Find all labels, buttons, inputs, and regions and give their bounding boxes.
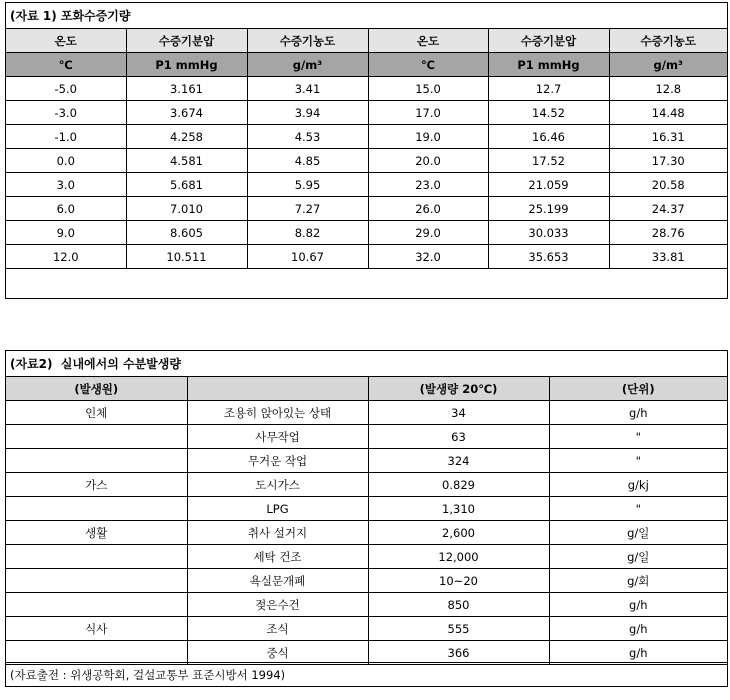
table-cell: 세탁 건조 [187, 545, 368, 569]
table-cell: 젖은수건 [187, 593, 368, 617]
table-cell: 2,600 [368, 521, 549, 545]
table-cell: 생활 [6, 521, 187, 545]
table-cell: 수증기분압 [126, 29, 247, 53]
saturated-vapor-panel [5, 2, 728, 299]
table-cell: 12.7 [488, 77, 609, 101]
table-cell: 20.58 [609, 173, 727, 197]
table-cell: 4.53 [247, 125, 368, 149]
table-cell: 9.0 [6, 221, 126, 245]
table-cell: 5.95 [247, 173, 368, 197]
table-cell: g/kj [549, 473, 727, 497]
table-cell: 수증기농도 [609, 29, 727, 53]
table-cell: 10~20 [368, 569, 549, 593]
table-cell: " [549, 449, 727, 473]
table-cell: (발생량 20℃) [368, 377, 549, 401]
table-cell: 8.82 [247, 221, 368, 245]
table-cell: 26.0 [368, 197, 488, 221]
table-row [6, 173, 727, 197]
table-cell: g/m³ [609, 53, 727, 77]
table-cell: 25.199 [488, 197, 609, 221]
table-row [6, 521, 727, 545]
table-cell: 19.0 [368, 125, 488, 149]
table-cell: 인체 [6, 401, 187, 425]
table-cell: 366 [368, 641, 549, 665]
table-row [6, 545, 727, 569]
table-cell: 3.94 [247, 101, 368, 125]
table-cell: 24.37 [609, 197, 727, 221]
table-cell: 욕실문개폐 [187, 569, 368, 593]
table-row [6, 497, 727, 521]
table-cell: 3.41 [247, 77, 368, 101]
table-cell: P1 mmHg [126, 53, 247, 77]
table-cell: 4.581 [126, 149, 247, 173]
table-cell: 4.258 [126, 125, 247, 149]
table-cell: 3.0 [6, 173, 126, 197]
table-cell: -3.0 [6, 101, 126, 125]
table-cell: -5.0 [6, 77, 126, 101]
table-cell: g/h [549, 617, 727, 641]
table-cell: 10.67 [247, 245, 368, 269]
table-row [6, 77, 727, 101]
table-cell: 7.010 [126, 197, 247, 221]
table-cell: LPG [187, 497, 368, 521]
table-cell: 17.52 [488, 149, 609, 173]
table-cell: 조식 [187, 617, 368, 641]
table-row [6, 449, 727, 473]
table-row [6, 101, 727, 125]
table-cell: 온도 [368, 29, 488, 53]
table-cell: 0.829 [368, 473, 549, 497]
table-cell: 17.30 [609, 149, 727, 173]
table-cell: 도시가스 [187, 473, 368, 497]
table-cell [6, 569, 187, 593]
table-cell: g/h [549, 641, 727, 665]
table-cell: (발생원) [6, 377, 187, 401]
table1-units-row [6, 53, 727, 77]
table-cell: 28.76 [609, 221, 727, 245]
table-cell: P1 mmHg [488, 53, 609, 77]
table-row [6, 473, 727, 497]
table-cell: g/일 [549, 545, 727, 569]
table-cell: g/h [549, 593, 727, 617]
table-row [6, 197, 727, 221]
table-cell: 10.511 [126, 245, 247, 269]
table-cell: 수증기분압 [488, 29, 609, 53]
table-cell: g/h [549, 401, 727, 425]
table-cell: 324 [368, 449, 549, 473]
table-cell [187, 377, 368, 401]
table-cell: 12.8 [609, 77, 727, 101]
moisture-generation-table [6, 377, 727, 665]
table-cell: 조용히 앉아있는 상태 [187, 401, 368, 425]
table-cell: 17.0 [368, 101, 488, 125]
table-row [6, 617, 727, 641]
table-cell: " [549, 497, 727, 521]
table-cell: 온도 [6, 29, 126, 53]
table-cell: -1.0 [6, 125, 126, 149]
table-cell [6, 593, 187, 617]
table-cell: 12.0 [6, 245, 126, 269]
table2-header-row [6, 377, 727, 401]
table-cell: 8.605 [126, 221, 247, 245]
table-cell [6, 497, 187, 521]
table-cell: 34 [368, 401, 549, 425]
table-cell: 중식 [187, 641, 368, 665]
table-cell: 수증기농도 [247, 29, 368, 53]
table-cell: 16.46 [488, 125, 609, 149]
table-cell: 가스 [6, 473, 187, 497]
table-cell [6, 425, 187, 449]
table-cell: 555 [368, 617, 549, 641]
table2-title: (자료2) 실내에서의 수분발생량 [6, 351, 727, 377]
table-cell: 식사 [6, 617, 187, 641]
table-cell: 취사 설거지 [187, 521, 368, 545]
table-row [6, 641, 727, 665]
table-cell: g/회 [549, 569, 727, 593]
table-cell: 12,000 [368, 545, 549, 569]
table-cell: 20.0 [368, 149, 488, 173]
moisture-generation-panel [5, 350, 728, 687]
table-cell: 1,310 [368, 497, 549, 521]
table-cell: ℃ [368, 53, 488, 77]
table-cell: ℃ [6, 53, 126, 77]
table-cell [6, 641, 187, 665]
table-cell: 14.48 [609, 101, 727, 125]
table-cell: g/m³ [247, 53, 368, 77]
table-row [6, 125, 727, 149]
table-cell: 850 [368, 593, 549, 617]
table-cell: 3.674 [126, 101, 247, 125]
table-cell: 14.52 [488, 101, 609, 125]
table-cell: 사무작업 [187, 425, 368, 449]
table-row [6, 221, 727, 245]
table-cell: 33.81 [609, 245, 727, 269]
table-cell: 30.033 [488, 221, 609, 245]
table-cell: 0.0 [6, 149, 126, 173]
table-cell: 35.653 [488, 245, 609, 269]
table-cell: " [549, 425, 727, 449]
table-cell: 32.0 [368, 245, 488, 269]
table-cell: 23.0 [368, 173, 488, 197]
table-cell: 29.0 [368, 221, 488, 245]
table-cell: 6.0 [6, 197, 126, 221]
table-row [6, 401, 727, 425]
table-cell: 5.681 [126, 173, 247, 197]
table-cell [6, 449, 187, 473]
table-row [6, 425, 727, 449]
table-cell: 무거운 작업 [187, 449, 368, 473]
table-cell: 16.31 [609, 125, 727, 149]
table1-title: (자료 1) 포화수증기량 [6, 3, 727, 29]
table-row [6, 569, 727, 593]
table-row [6, 593, 727, 617]
table-row [6, 149, 727, 173]
source-note: (자료출전 : 위생공학회, 걸설교통부 표준시방서 1994) [6, 662, 727, 686]
table-cell: 63 [368, 425, 549, 449]
table-cell: (단위) [549, 377, 727, 401]
table-row [6, 245, 727, 269]
table-cell [6, 545, 187, 569]
table-cell: 7.27 [247, 197, 368, 221]
table-cell: 21.059 [488, 173, 609, 197]
table-cell: 15.0 [368, 77, 488, 101]
table1-header-row [6, 29, 727, 53]
table-cell: 4.85 [247, 149, 368, 173]
saturated-vapor-table [6, 29, 727, 269]
table-cell: 3.161 [126, 77, 247, 101]
table-cell: g/일 [549, 521, 727, 545]
